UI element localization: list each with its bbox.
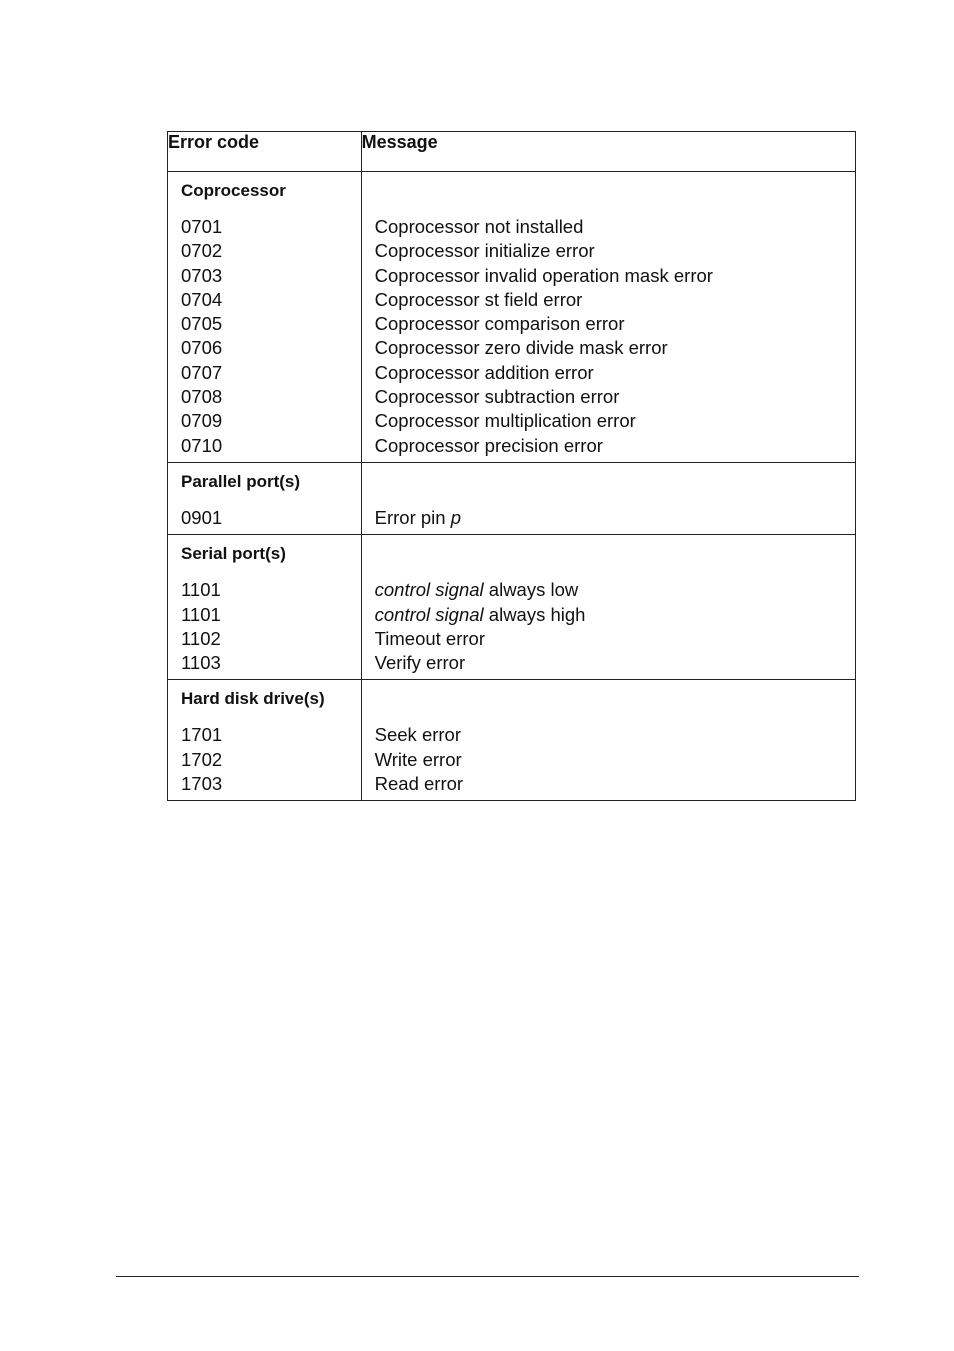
error-code: 1101 bbox=[181, 579, 221, 601]
error-code: 1702 bbox=[181, 748, 223, 770]
error-message-variable: control signal bbox=[374, 603, 484, 625]
error-message bbox=[375, 578, 855, 602]
error-code: 0704 bbox=[181, 288, 223, 310]
error-code: 0901 bbox=[181, 506, 223, 528]
header-error-code: Error code bbox=[168, 132, 362, 172]
error-message-variable: p bbox=[450, 506, 462, 528]
group-serial-port-codes bbox=[168, 535, 362, 680]
error-message: Coprocessor st field error bbox=[374, 288, 583, 310]
error-code: 0707 bbox=[181, 361, 223, 383]
error-message-variable: control signal bbox=[374, 579, 484, 601]
error-code: 0706 bbox=[181, 337, 223, 359]
group-serial-port-messages bbox=[361, 535, 855, 680]
group-hard-disk bbox=[168, 680, 856, 801]
error-message: Write error bbox=[374, 748, 462, 770]
error-code: 0703 bbox=[181, 264, 223, 286]
group-parallel-port-codes bbox=[168, 462, 362, 534]
error-message: Coprocessor zero divide mask error bbox=[374, 337, 668, 359]
error-code: 1103 bbox=[181, 652, 221, 674]
error-message: Coprocessor comparison error bbox=[374, 313, 625, 335]
error-code: 0709 bbox=[181, 410, 223, 432]
error-message: Coprocessor precision error bbox=[374, 434, 603, 456]
group-title-hard-disk: Hard disk drive(s) bbox=[181, 689, 325, 709]
error-code: 0702 bbox=[181, 240, 223, 262]
error-message: Coprocessor initialize error bbox=[374, 240, 595, 262]
error-message: Timeout error bbox=[374, 627, 485, 649]
group-title-coprocessor: Coprocessor bbox=[181, 181, 286, 200]
error-code: 1102 bbox=[181, 627, 221, 649]
error-message: Coprocessor multiplication error bbox=[374, 410, 636, 432]
table-header-row bbox=[168, 132, 856, 172]
error-code: 1101 bbox=[181, 603, 221, 625]
group-coprocessor-codes bbox=[168, 172, 362, 463]
error-message-text: Error pin bbox=[374, 506, 451, 528]
group-hard-disk-messages bbox=[361, 680, 855, 801]
error-message: Coprocessor invalid operation mask error bbox=[374, 264, 713, 286]
header-message: Message bbox=[361, 132, 855, 172]
group-serial-port bbox=[168, 535, 856, 680]
group-parallel-port bbox=[168, 462, 856, 534]
error-code: 0708 bbox=[181, 386, 223, 408]
error-code-table bbox=[167, 131, 856, 801]
group-coprocessor-messages bbox=[361, 172, 855, 463]
group-title-parallel-port: Parallel port(s) bbox=[181, 471, 301, 491]
error-code: 0705 bbox=[181, 313, 223, 335]
group-parallel-port-messages bbox=[361, 462, 855, 534]
error-message: Verify error bbox=[374, 652, 466, 674]
error-message: Coprocessor not installed bbox=[374, 216, 584, 237]
group-title-serial-port: Serial port(s) bbox=[181, 544, 286, 564]
error-code: 0701 bbox=[181, 216, 223, 237]
error-message bbox=[375, 506, 855, 530]
error-message-text: always low bbox=[483, 579, 579, 601]
error-message: Seek error bbox=[374, 724, 462, 746]
error-code: 1703 bbox=[181, 773, 223, 795]
error-message bbox=[375, 603, 855, 627]
error-code: 0710 bbox=[181, 434, 223, 456]
error-message: Read error bbox=[374, 773, 464, 795]
error-message: Coprocessor subtraction error bbox=[374, 386, 620, 408]
group-coprocessor bbox=[168, 172, 856, 463]
error-message: Coprocessor addition error bbox=[374, 361, 594, 383]
group-hard-disk-codes bbox=[168, 680, 362, 801]
footer-divider bbox=[116, 1276, 859, 1277]
error-code: 1701 bbox=[181, 724, 223, 746]
error-message-text: always high bbox=[483, 603, 586, 625]
